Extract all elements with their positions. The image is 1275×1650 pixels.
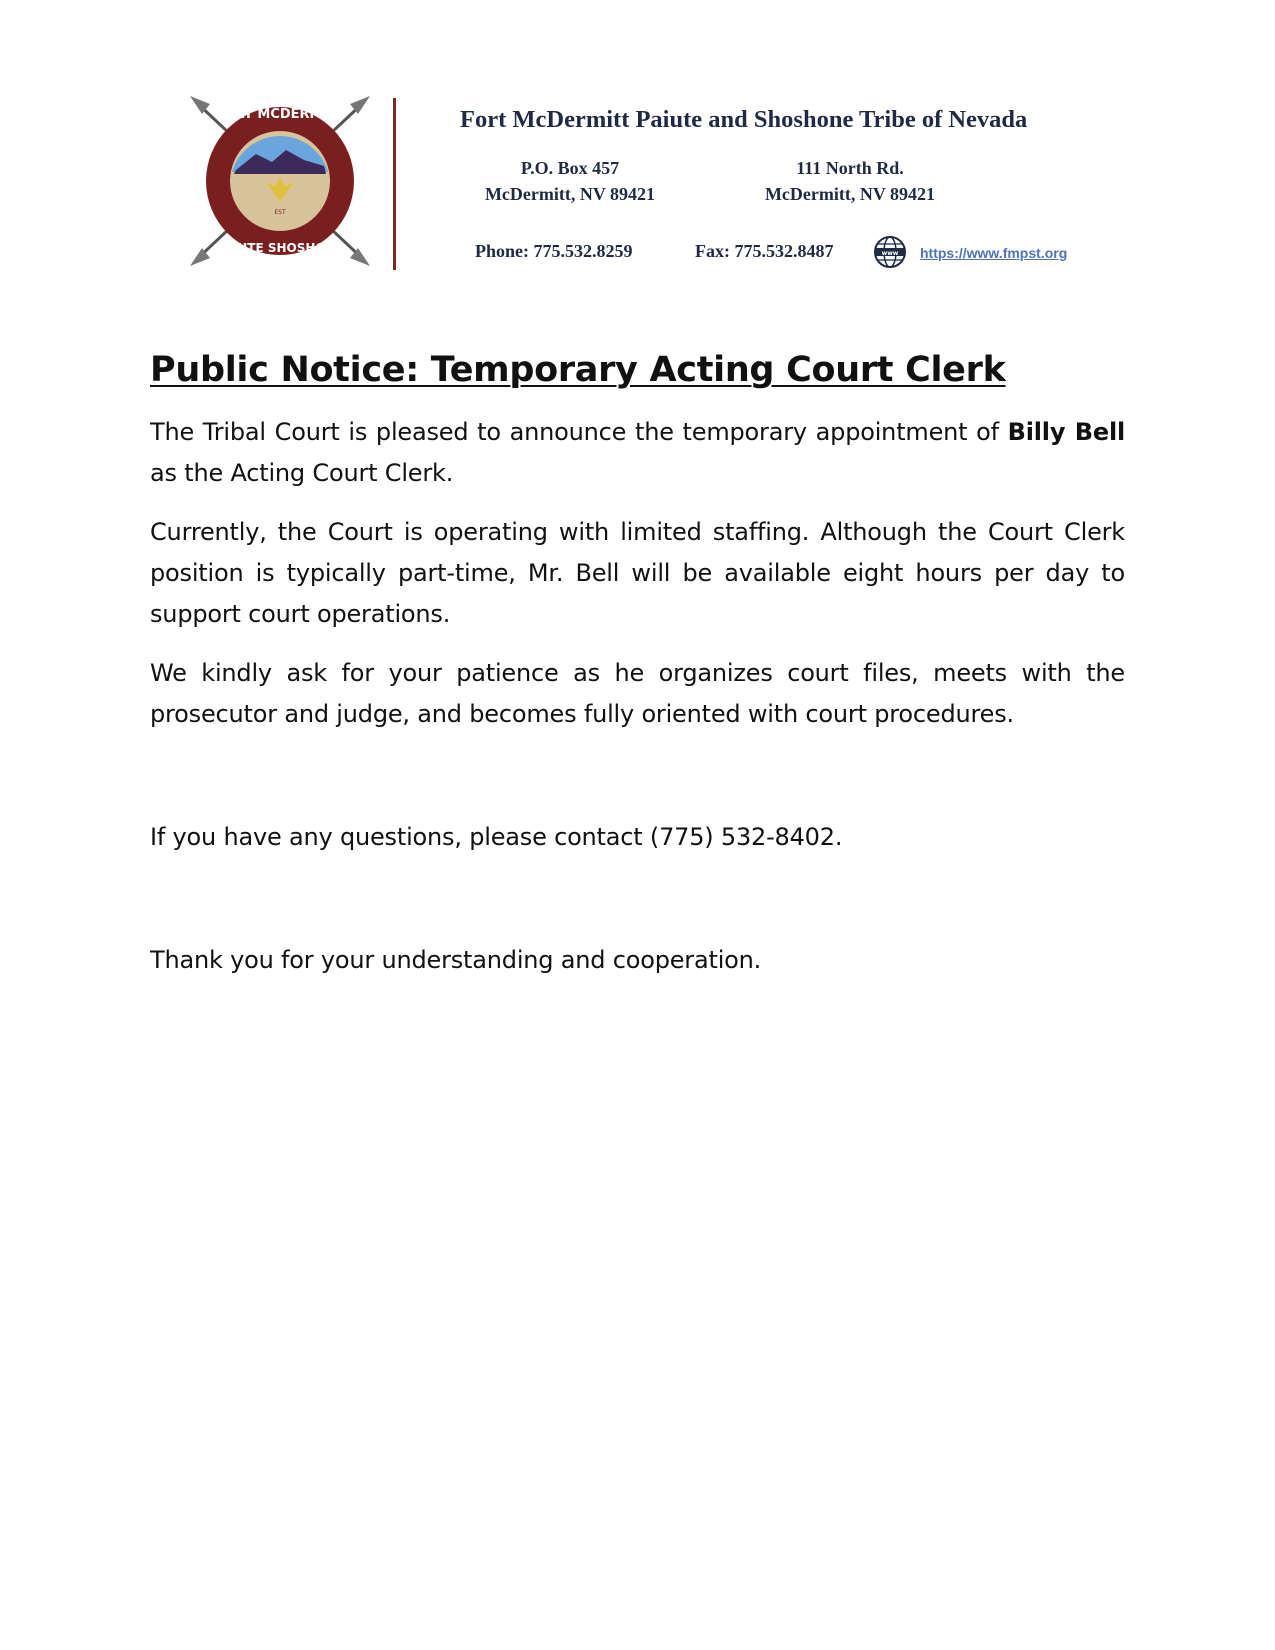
svg-text:www: www bbox=[881, 250, 899, 257]
mailing-address bbox=[470, 155, 670, 207]
notice-title: Public Notice: Temporary Acting Court Clerk bbox=[150, 350, 1006, 390]
street-address-line2: McDermitt, NV 89421 bbox=[764, 184, 936, 204]
phone-number: Phone: 775.532.8259 bbox=[475, 241, 633, 261]
organization-name: Fort McDermitt Paiute and Shoshone Tribe of Nevada bbox=[460, 106, 1028, 133]
letterhead-divider bbox=[393, 98, 396, 270]
fax-number: Fax: 775.532.8487 bbox=[695, 241, 834, 261]
contact-paragraph: If you have any questions, please contact (775) 532-8402. bbox=[150, 823, 843, 851]
patience-paragraph: We kindly ask for your patience as he organizes court files, meets with the prosecutor and judge, and becomes fully oriented with court procedures. bbox=[150, 659, 1125, 728]
closing-paragraph: Thank you for your understanding and cooperation. bbox=[150, 946, 762, 974]
mailing-address-line2: McDermitt, NV 89421 bbox=[484, 184, 656, 204]
website-link[interactable]: https://www.fmpst.org bbox=[920, 245, 1068, 261]
globe-icon bbox=[872, 234, 908, 270]
staffing-paragraph: Currently, the Court is operating with limited staffing. Although the Court Clerk position is typically part-time, Mr. Bell will be available eight hours per day to support court operations. bbox=[150, 518, 1125, 628]
seal-bottom-text: PAIUTE SHOSHONE bbox=[216, 241, 344, 255]
notice-body bbox=[150, 350, 1125, 999]
street-address-line1: 111 North Rd. bbox=[796, 158, 904, 178]
announcement-text-before: The Tribal Court is pleased to announce the temporary appointment of bbox=[150, 418, 1008, 446]
tribal-seal-logo bbox=[186, 92, 374, 270]
seal-top-text: FORT MCDERMITT bbox=[214, 107, 346, 122]
appointee-name: Billy Bell bbox=[1007, 418, 1125, 446]
announcement-paragraph bbox=[150, 412, 1125, 494]
announcement-text-after: as the Acting Court Clerk. bbox=[150, 459, 454, 487]
street-address bbox=[740, 155, 960, 207]
seal-est-text: EST bbox=[274, 209, 286, 216]
mailing-address-line1: P.O. Box 457 bbox=[520, 158, 620, 178]
letterhead bbox=[0, 0, 1275, 300]
